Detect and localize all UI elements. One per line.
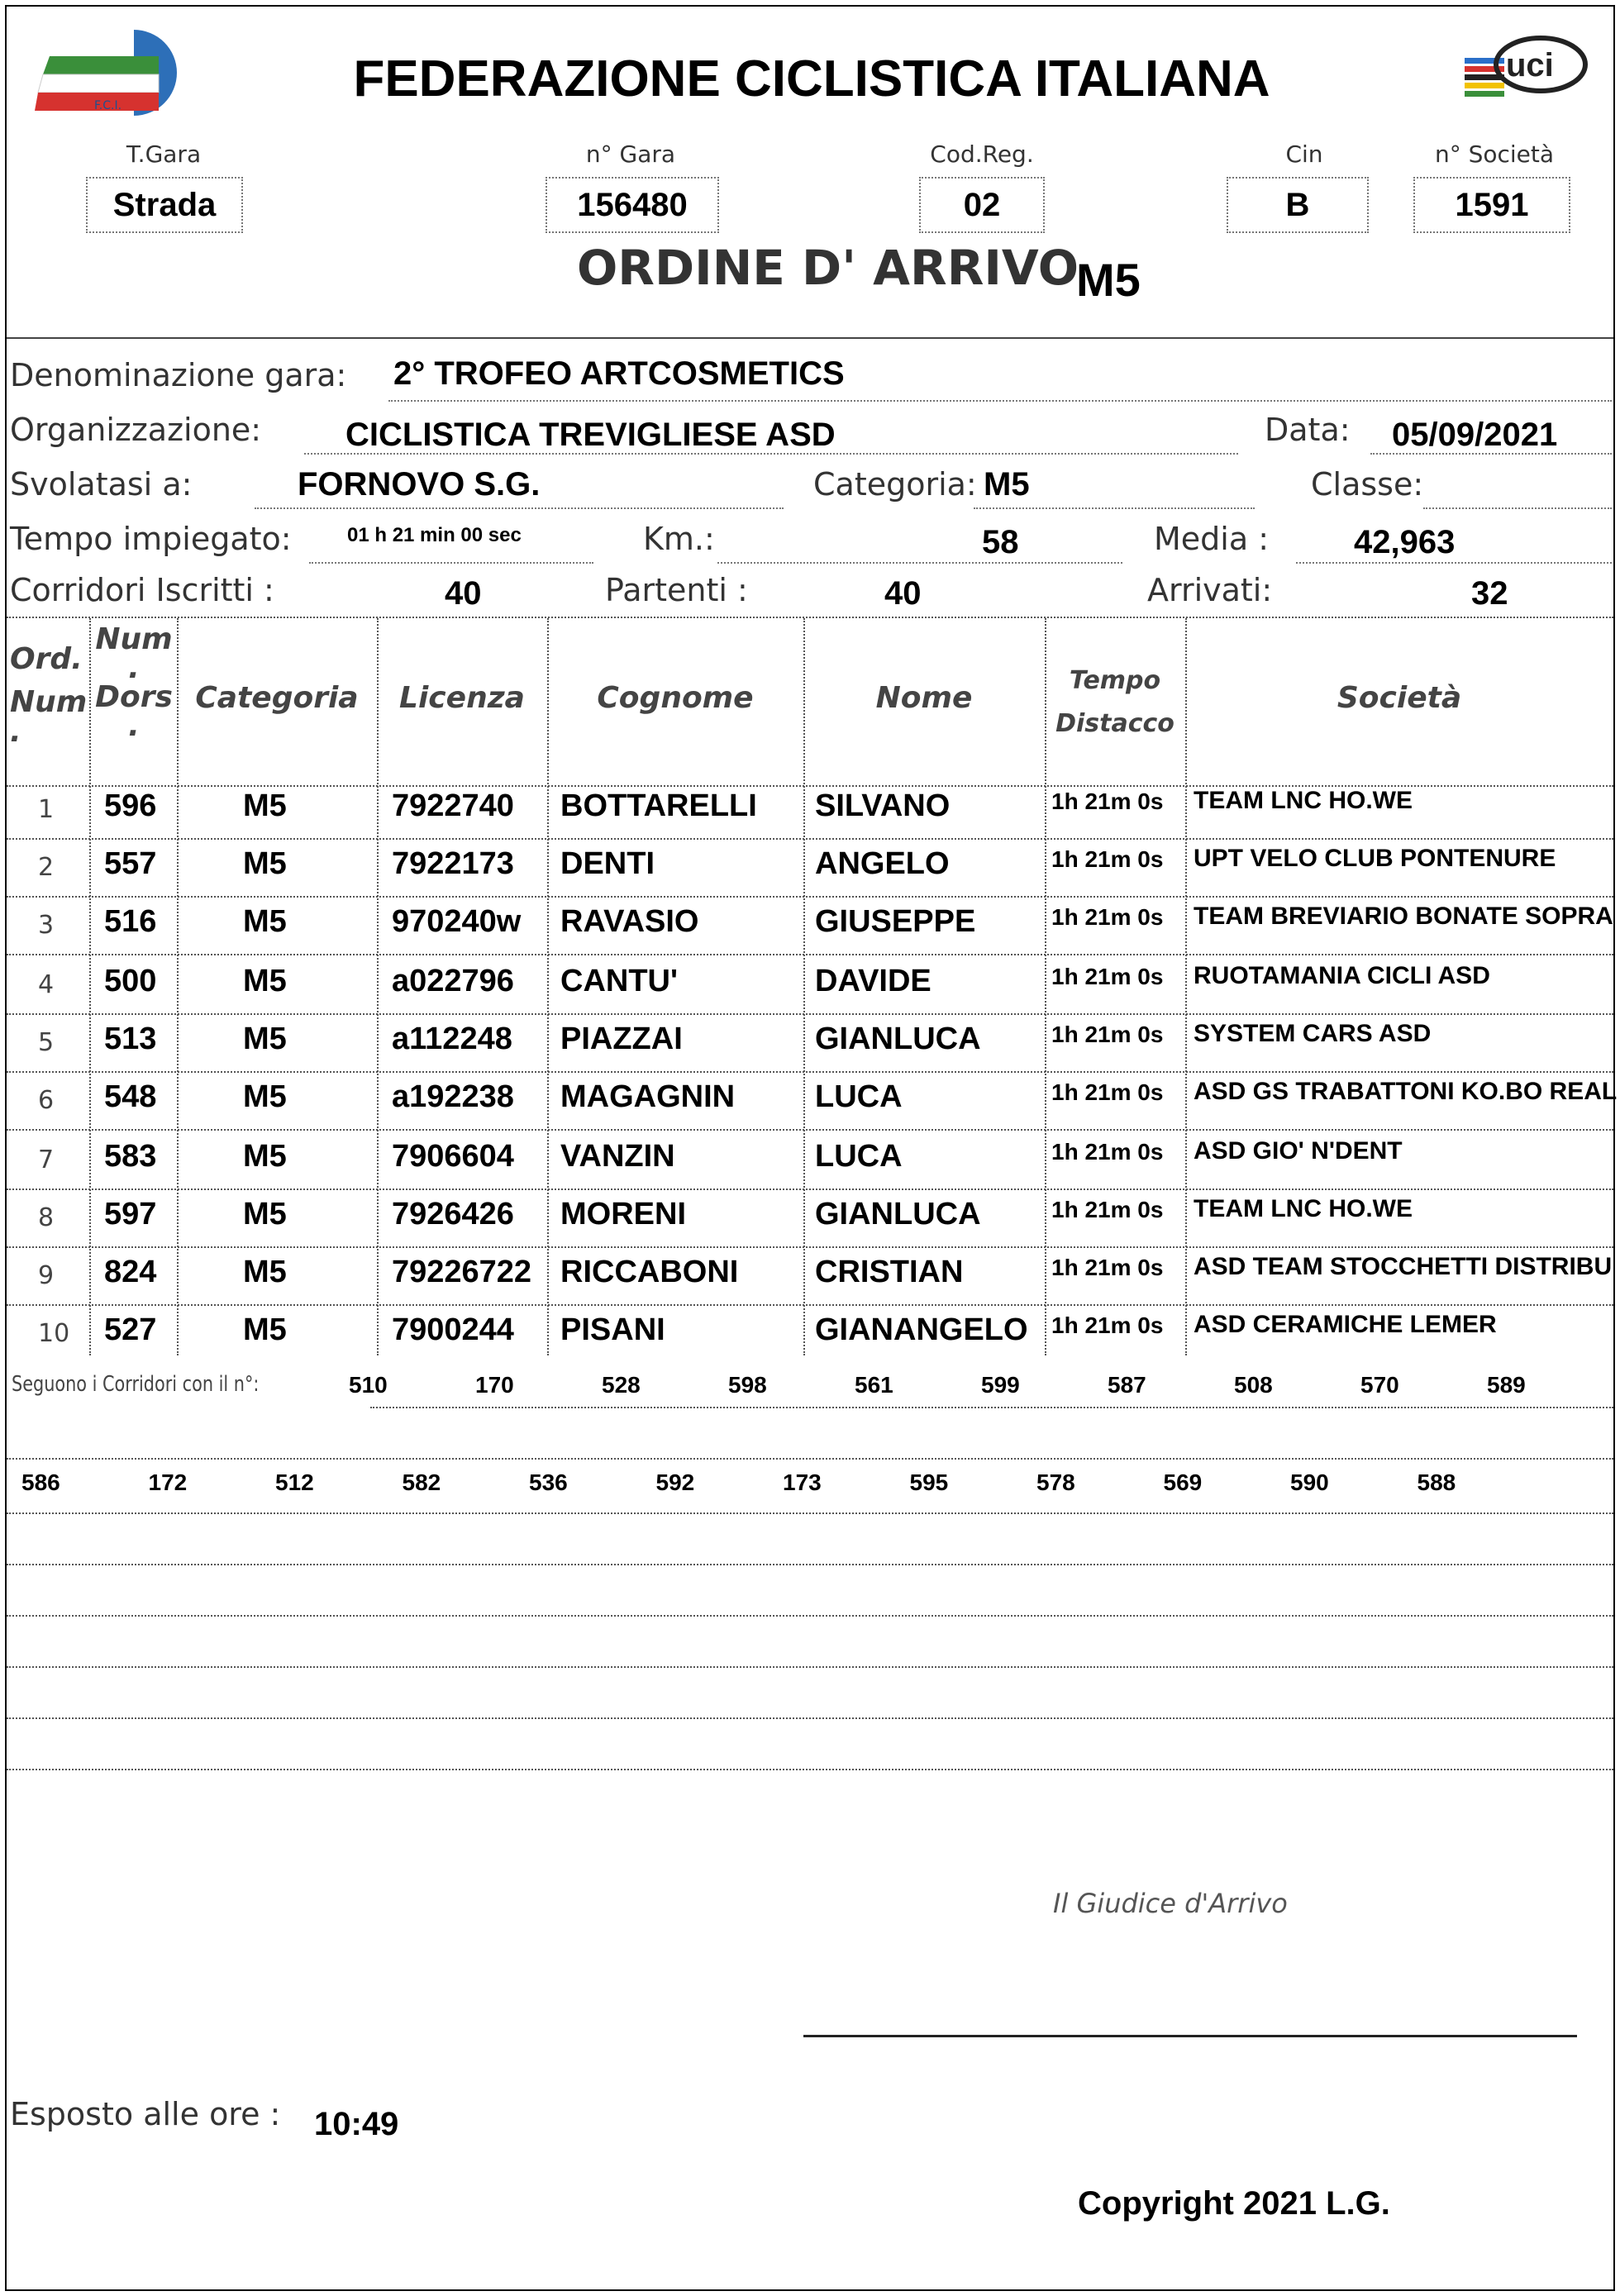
cell-nome: GIUSEPPE [815,904,976,939]
denominazione-value: 2° TROFEO ARTCOSMETICS [393,355,845,392]
cell-licenza: 7922173 [392,846,514,881]
cell-nome: LUCA [815,1079,903,1114]
cell-tempo: 1h 21m 0s [1051,846,1164,872]
race-results-sheet [5,5,1618,2291]
cell-num-dors: 516 [104,904,157,939]
cell-num-dors: 557 [104,846,157,881]
seguono-number: 173 [783,1470,822,1495]
tempo-value: 01 h 21 min 00 sec [347,524,522,546]
arrivati-value: 32 [1471,575,1508,612]
classe-label: Classe: [1311,466,1424,503]
seguono-number: 595 [909,1470,949,1495]
cell-licenza: 79226722 [392,1255,532,1289]
cell-categoria: M5 [243,788,287,823]
cell-licenza: a022796 [392,964,514,998]
cell-tempo: 1h 21m 0s [1051,1139,1164,1165]
seguono-number: 570 [1360,1372,1399,1398]
signature-line [803,2035,1577,2037]
seguono-number: 578 [1036,1470,1075,1495]
cin-label: Cin [1285,141,1323,168]
arrivati-label: Arrivati: [1147,572,1273,608]
cell-categoria: M5 [243,1255,287,1289]
col-ord-num: Ord. Num . [10,642,88,749]
cell-societa: ASD TEAM STOCCHETTI DISTRIBU [1194,1253,1613,1280]
document-title: ORDINE D' ARRIVO [577,240,1079,296]
cell-nome: GIANLUCA [815,1022,981,1056]
cell-nome: LUCA [815,1139,903,1174]
media-label: Media : [1154,521,1270,557]
seguono-number: 587 [1108,1372,1146,1398]
cell-tempo: 1h 21m 0s [1051,904,1164,930]
cell-tempo: 1h 21m 0s [1051,1255,1164,1280]
cod-reg-box: 02 [919,177,1045,233]
cell-categoria: M5 [243,1079,287,1114]
cell-tempo: 1h 21m 0s [1051,1312,1164,1338]
tempo-label: Tempo impiegato: [10,521,292,557]
cell-ord: 3 [38,911,55,940]
seguono-label: Seguono i Corridori con il n°: [12,1372,260,1397]
seguono-number: 590 [1290,1470,1329,1495]
cell-num-dors: 500 [104,964,157,998]
giudice-label: Il Giudice d'Arrivo [1053,1888,1288,1919]
cell-tempo: 1h 21m 0s [1051,964,1164,989]
cell-cognome: CANTU' [560,964,679,998]
cell-categoria: M5 [243,904,287,939]
cell-ord: 8 [38,1203,55,1232]
partenti-label: Partenti : [605,572,748,608]
categoria-label: Categoria: [813,466,977,503]
document-title-category: M5 [1076,254,1141,306]
cell-cognome: RICCABONI [560,1255,739,1289]
col-nome: Nome [875,681,973,715]
seguono-number: 569 [1163,1470,1203,1495]
seguono-number: 592 [655,1470,695,1495]
cell-licenza: 970240w [392,904,522,939]
organizzazione-label: Organizzazione: [10,412,262,448]
cell-societa: TEAM BREVIARIO BONATE SOPRA [1194,903,1613,930]
cell-cognome: MORENI [560,1197,686,1231]
svg-text:F.C.I.: F.C.I. [94,99,122,112]
iscritti-label: Corridori Iscritti : [10,572,274,608]
categoria-value: M5 [984,466,1030,503]
col-categoria: Categoria [195,681,359,715]
col-num-dors: Num . Dors . [95,622,173,743]
cell-licenza: 7900244 [392,1312,514,1347]
cell-categoria: M5 [243,1022,287,1056]
svolatasi-label: Svolatasi a: [10,466,193,503]
cell-num-dors: 597 [104,1197,157,1231]
cell-categoria: M5 [243,964,287,998]
cell-ord: 9 [38,1261,55,1290]
col-cognome: Cognome [597,681,754,715]
data-value: 05/09/2021 [1392,417,1558,453]
societa-number-label: n° Società [1434,141,1555,168]
cell-societa: TEAM LNC HO.WE [1194,787,1413,814]
media-value: 42,963 [1354,524,1456,560]
seguono-number: 172 [148,1470,188,1495]
cell-nome: SILVANO [815,788,951,823]
cell-nome: CRISTIAN [815,1255,964,1289]
denominazione-label: Denominazione gara: [10,357,347,393]
cell-ord: 5 [38,1028,55,1057]
seguono-number: 589 [1487,1372,1526,1398]
cell-ord: 2 [38,853,55,882]
esposto-value: 10:49 [314,2106,399,2142]
cell-licenza: a192238 [392,1079,514,1114]
cell-tempo: 1h 21m 0s [1051,1022,1164,1047]
cell-cognome: PIAZZAI [560,1022,683,1056]
svolatasi-value: FORNOVO S.G. [298,466,541,503]
cell-licenza: 7926426 [392,1197,514,1231]
copyright: Copyright 2021 L.G. [1078,2185,1390,2222]
cin-box: B [1227,177,1369,233]
seguono-number: 528 [602,1372,641,1398]
federation-title: FEDERAZIONE CICLISTICA ITALIANA [353,50,1270,107]
cell-licenza: 7906604 [392,1139,514,1174]
cell-tempo: 1h 21m 0s [1051,788,1164,814]
cell-ord: 10 [38,1319,70,1348]
cell-nome: DAVIDE [815,964,932,998]
t-gara-label: T.Gara [126,141,202,168]
cell-societa: TEAM LNC HO.WE [1194,1195,1413,1222]
cell-categoria: M5 [243,1312,287,1347]
cell-licenza: 7922740 [392,788,514,823]
seguono-number: 582 [402,1470,441,1495]
cell-societa: ASD GS TRABATTONI KO.BO REAL [1194,1078,1618,1105]
cell-cognome: DENTI [560,846,655,881]
cell-societa: ASD CERAMICHE LEMER [1194,1311,1497,1338]
organizzazione-value: CICLISTICA TREVIGLIESE ASD [345,417,836,453]
cell-num-dors: 513 [104,1022,157,1056]
seguono-number: 512 [275,1470,314,1495]
uci-logo-icon [1458,30,1590,121]
divider [7,337,1613,339]
cell-licenza: a112248 [392,1022,512,1056]
cell-societa: UPT VELO CLUB PONTENURE [1194,845,1556,872]
results-table [7,618,1618,1355]
km-value: 58 [982,524,1019,560]
n-gara-box: 156480 [546,177,719,233]
cell-nome: ANGELO [815,846,950,881]
cell-ord: 1 [38,795,55,824]
cell-cognome: RAVASIO [560,904,699,939]
cell-tempo: 1h 21m 0s [1051,1197,1164,1222]
cell-num-dors: 527 [104,1312,157,1347]
cell-nome: GIANANGELO [815,1312,1028,1347]
seguono-number: 561 [855,1372,893,1398]
cell-num-dors: 824 [104,1255,157,1289]
cell-num-dors: 583 [104,1139,157,1174]
seguono-number: 598 [728,1372,767,1398]
esposto-label: Esposto alle ore : [10,2096,281,2132]
cod-reg-label: Cod.Reg. [930,141,1034,168]
km-label: Km.: [643,521,715,557]
seguono-number: 536 [529,1470,568,1495]
col-societa: Società [1336,681,1462,715]
cell-tempo: 1h 21m 0s [1051,1079,1164,1105]
cell-societa: ASD GIO' N'DENT [1194,1137,1403,1165]
cell-societa: SYSTEM CARS ASD [1194,1020,1432,1047]
data-label: Data: [1265,412,1351,448]
cell-categoria: M5 [243,846,287,881]
n-gara-label: n° Gara [585,141,676,168]
cell-cognome: PISANI [560,1312,665,1347]
svg-text:uci: uci [1506,47,1554,83]
seguono-number: 588 [1417,1470,1456,1495]
seguono-number: 508 [1234,1372,1273,1398]
cell-ord: 7 [38,1146,55,1174]
cell-societa: RUOTAMANIA CICLI ASD [1194,962,1490,989]
cell-nome: GIANLUCA [815,1197,981,1231]
partenti-value: 40 [884,575,922,612]
cell-num-dors: 596 [104,788,157,823]
cell-categoria: M5 [243,1139,287,1174]
col-licenza: Licenza [399,681,525,715]
cell-categoria: M5 [243,1197,287,1231]
cell-cognome: MAGAGNIN [560,1079,736,1114]
societa-number-box: 1591 [1413,177,1570,233]
cell-cognome: BOTTARELLI [560,788,757,823]
seguono-number: 510 [349,1372,388,1398]
iscritti-value: 40 [445,575,482,612]
t-gara-box: Strada [86,177,243,233]
seguono-number: 599 [981,1372,1020,1398]
col-tempo-distacco: Tempo Distacco [1055,666,1174,738]
seguono-number: 170 [475,1372,514,1398]
seguono-number: 586 [21,1470,60,1495]
cell-cognome: VANZIN [560,1139,675,1174]
cell-ord: 4 [38,970,55,999]
cell-ord: 6 [38,1086,55,1115]
cell-num-dors: 548 [104,1079,157,1114]
